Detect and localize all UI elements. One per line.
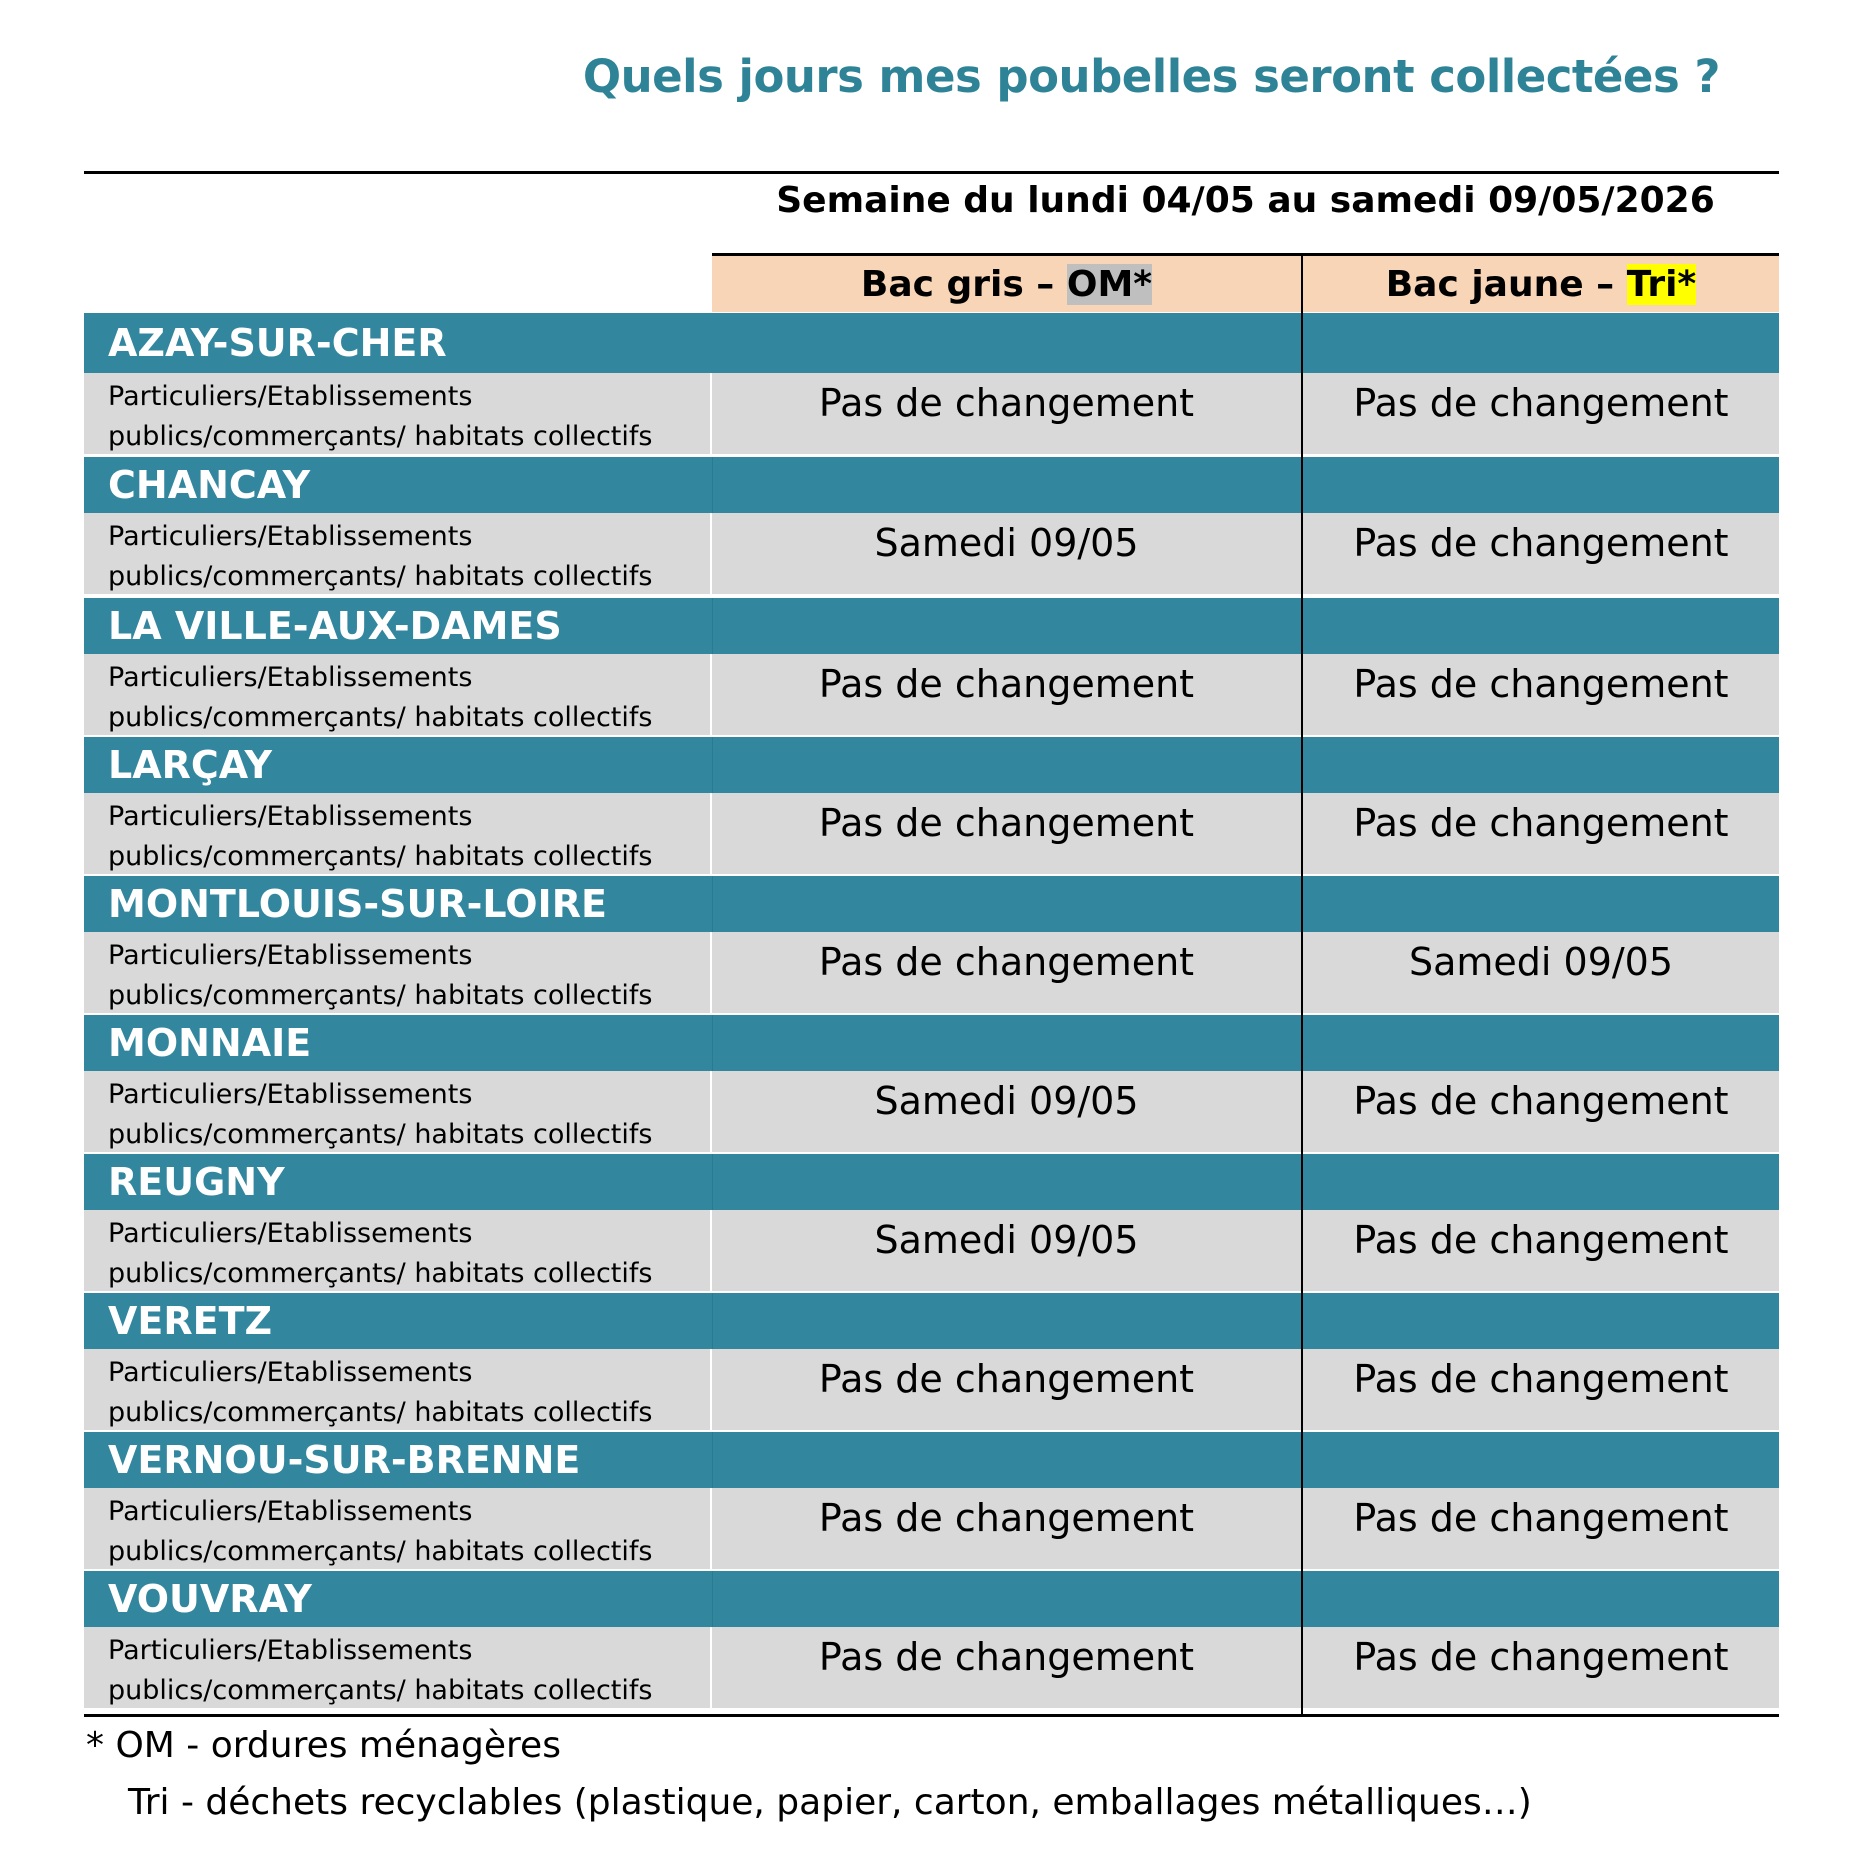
page-title: Quels jours mes poubelles seront collectées ? — [582, 50, 1720, 103]
table-row — [84, 654, 1779, 735]
tri-collection-value: Pas de changement — [1353, 521, 1729, 565]
tri-tag: Tri* — [1626, 263, 1697, 305]
table-row — [84, 793, 1779, 874]
commune-name: VOUVRAY — [108, 1577, 312, 1621]
week-header: Semaine du lundi 04/05 au samedi 09/05/2026 — [776, 180, 1715, 221]
audience-label: Particuliers/Etablissements publics/commerçants/ habitats collectifs — [108, 1635, 653, 1706]
commune-name: REUGNY — [108, 1160, 285, 1204]
commune-band — [84, 876, 1779, 932]
audience-label: Particuliers/Etablissements publics/commerçants/ habitats collectifs — [108, 801, 653, 872]
tri-collection-value: Pas de changement — [1353, 801, 1729, 845]
band-separator — [712, 457, 713, 513]
commune-band — [84, 1154, 1779, 1210]
tri-collection-value: Pas de changement — [1353, 1496, 1729, 1540]
bac-gris-label: Bac gris – — [860, 263, 1067, 305]
tri-collection-value: Pas de changement — [1353, 662, 1729, 706]
om-collection-value: Pas de changement — [818, 381, 1195, 425]
footnote-om: * OM - ordures ménagères — [86, 1725, 561, 1766]
tri-collection-value: Pas de changement — [1353, 1357, 1729, 1401]
commune-band — [84, 1432, 1779, 1488]
table-row — [84, 1210, 1779, 1291]
commune-name: MONNAIE — [108, 1021, 312, 1065]
table-row — [84, 1627, 1779, 1708]
om-collection-value: Pas de changement — [818, 940, 1195, 984]
table-row — [84, 1488, 1779, 1569]
commune-band — [84, 457, 1779, 513]
commune-name: LARÇAY — [108, 743, 273, 787]
om-collection-value: Samedi 09/05 — [874, 521, 1139, 565]
tri-collection-value: Pas de changement — [1353, 381, 1729, 425]
audience-label: Particuliers/Etablissements publics/commerçants/ habitats collectifs — [108, 1496, 653, 1567]
tri-collection-value: Pas de changement — [1353, 1635, 1729, 1679]
om-collection-value: Pas de changement — [818, 801, 1195, 845]
audience-label: Particuliers/Etablissements publics/commerçants/ habitats collectifs — [108, 521, 653, 592]
commune-band — [84, 1015, 1779, 1071]
om-collection-value: Samedi 09/05 — [874, 1079, 1139, 1123]
band-separator — [712, 1432, 713, 1488]
column-header-bac-gris — [712, 256, 1301, 312]
table-top-rule — [84, 171, 1779, 174]
audience-label: Particuliers/Etablissements publics/commerçants/ habitats collectifs — [108, 1079, 653, 1150]
audience-label: Particuliers/Etablissements publics/commerçants/ habitats collectifs — [108, 662, 653, 733]
commune-band — [84, 1293, 1779, 1349]
table-row — [84, 1349, 1779, 1430]
commune-band — [84, 737, 1779, 793]
table-row — [84, 1071, 1779, 1152]
tri-collection-value: Samedi 09/05 — [1408, 940, 1674, 984]
om-tag: OM* — [1066, 263, 1153, 305]
om-collection-value: Pas de changement — [818, 1635, 1195, 1679]
audience-label: Particuliers/Etablissements publics/commerçants/ habitats collectifs — [108, 940, 653, 1011]
commune-name: AZAY-SUR-CHER — [108, 321, 447, 365]
commune-name: CHANCAY — [108, 463, 311, 507]
band-separator — [712, 1571, 713, 1627]
table-row — [84, 932, 1779, 1013]
column-header-bac-jaune — [1303, 256, 1779, 312]
band-separator — [712, 1154, 713, 1210]
commune-name: VERNOU-SUR-BRENNE — [108, 1438, 581, 1482]
audience-label: Particuliers/Etablissements publics/commerçants/ habitats collectifs — [108, 1357, 653, 1428]
om-collection-value: Pas de changement — [818, 662, 1195, 706]
om-collection-value: Pas de changement — [818, 1496, 1195, 1540]
table-row — [84, 373, 1779, 454]
table-bottom-rule — [84, 1714, 1779, 1717]
band-separator — [712, 598, 713, 654]
band-separator — [712, 876, 713, 932]
column-divider — [1301, 256, 1303, 1714]
band-separator — [712, 1293, 713, 1349]
commune-band — [84, 598, 1779, 654]
om-collection-value: Pas de changement — [818, 1357, 1195, 1401]
commune-name: MONTLOUIS-SUR-LOIRE — [108, 882, 607, 926]
tri-collection-value: Pas de changement — [1353, 1218, 1729, 1262]
commune-band — [84, 313, 1779, 373]
commune-name: LA VILLE-AUX-DAMES — [108, 604, 562, 648]
om-collection-value: Samedi 09/05 — [874, 1218, 1139, 1262]
bac-jaune-label: Bac jaune – — [1385, 263, 1627, 305]
band-separator — [712, 737, 713, 793]
commune-band — [84, 1571, 1779, 1627]
commune-name: VERETZ — [108, 1299, 273, 1343]
audience-label: Particuliers/Etablissements publics/commerçants/ habitats collectifs — [108, 381, 653, 452]
band-separator — [712, 1015, 713, 1071]
footnote-tri: Tri - déchets recyclables (plastique, papier, carton, emballages métalliques…) — [128, 1782, 1532, 1823]
audience-label: Particuliers/Etablissements publics/commerçants/ habitats collectifs — [108, 1218, 653, 1289]
tri-collection-value: Pas de changement — [1353, 1079, 1729, 1123]
table-row — [84, 513, 1779, 594]
